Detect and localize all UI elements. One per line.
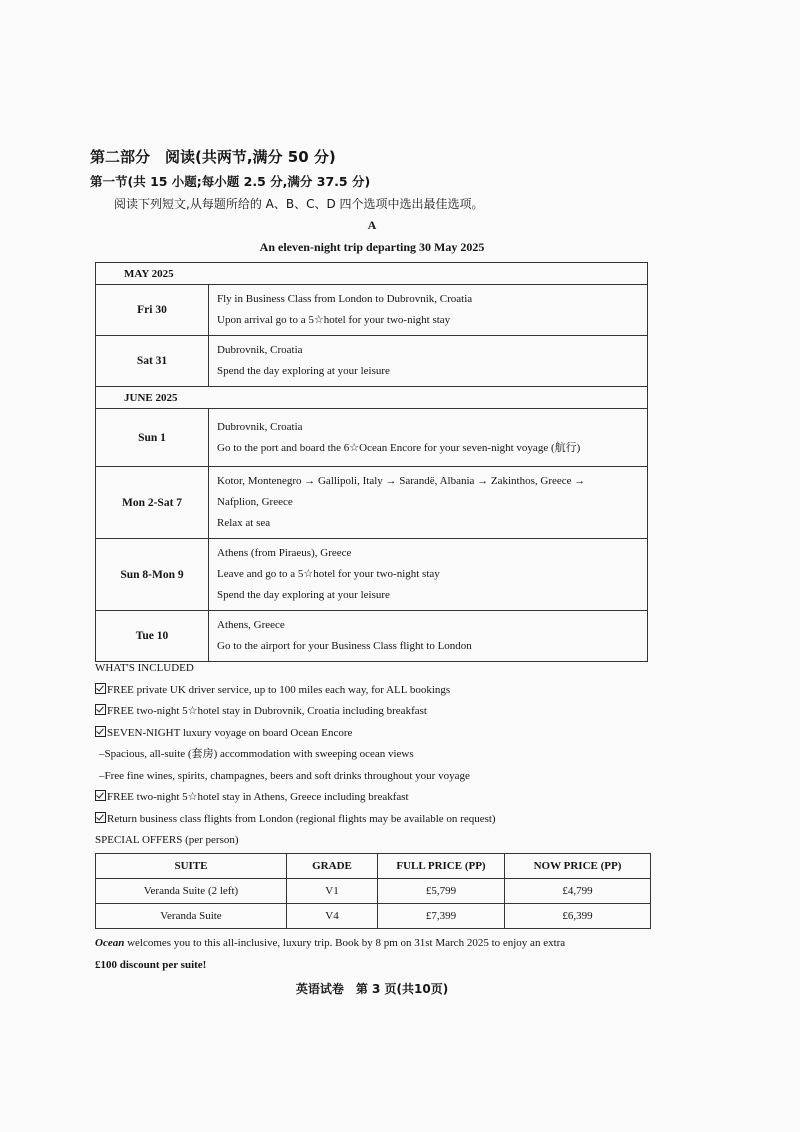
- description-line: Leave and go to a 5☆hotel for your two-night stay: [217, 568, 440, 580]
- included-heading: WHAT'S INCLUDED: [95, 662, 194, 674]
- description-line: Go to the airport for your Business Class flight to London: [217, 640, 472, 652]
- day-description: [209, 336, 648, 387]
- included-text: Return business class flights from London (regional flights may be available on request): [107, 812, 496, 825]
- included-subitem: –Spacious, all-suite (套房) accommodation with sweeping ocean views: [99, 748, 414, 760]
- day-label: Sun 8-Mon 9: [96, 539, 209, 611]
- table-cell: Veranda Suite: [96, 904, 287, 929]
- table-cell: £4,799: [505, 879, 651, 904]
- description-line: Nafplion, Greece: [217, 496, 293, 508]
- checkbox-icon: [95, 790, 106, 801]
- included-text: FREE two-night 5☆hotel stay in Athens, Greece including breakfast: [107, 791, 409, 803]
- description-line: Kotor, Montenegro → Gallipoli, Italy → Sarandë, Albania → Zakinthos, Greece →: [217, 475, 586, 487]
- day-label: Mon 2-Sat 7: [96, 467, 209, 539]
- column-header: NOW PRICE (PP): [505, 854, 651, 879]
- description-line: Spend the day exploring at your leisure: [217, 365, 390, 377]
- table-cell: £6,399: [505, 904, 651, 929]
- day-description: [209, 467, 648, 539]
- included-subitem: –Free fine wines, spirits, champagnes, beers and soft drinks throughout your voyage: [99, 769, 470, 782]
- day-label: Tue 10: [96, 611, 209, 662]
- table-row: [96, 904, 651, 929]
- special-offers-table: [95, 853, 651, 929]
- brand-name: Ocean: [95, 937, 125, 949]
- day-label: Sun 1: [96, 409, 209, 467]
- day-description: [209, 611, 648, 662]
- passage-letter: A: [367, 218, 377, 232]
- section-title: 第一节(共 15 小题;每小题 2.5 分,满分 37.5 分): [90, 174, 371, 189]
- included-text: FREE private UK driver service, up to 100 miles each way, for ALL bookings: [107, 683, 451, 696]
- month-label: MAY 2025: [96, 263, 648, 285]
- checkbox-icon: [95, 726, 106, 737]
- month-label: JUNE 2025: [96, 387, 648, 409]
- page-footer: 英语试卷 第 3 页(共10页): [295, 982, 449, 996]
- included-item: [95, 680, 655, 702]
- table-cell: £5,799: [378, 879, 505, 904]
- day-label: Fri 30: [96, 285, 209, 336]
- trip-title: An eleven-night trip departing 30 May 2025: [259, 240, 485, 254]
- offers-header-row: [96, 854, 651, 879]
- table-cell: £7,399: [378, 904, 505, 929]
- table-cell: V1: [287, 879, 378, 904]
- included-text: FREE two-night 5☆hotel stay in Dubrovnik, Croatia including breakfast: [107, 705, 427, 717]
- itinerary-row: [96, 336, 648, 387]
- itinerary-row: [96, 409, 648, 467]
- month-row: [96, 263, 648, 285]
- itinerary-row: [96, 539, 648, 611]
- day-description: [209, 539, 648, 611]
- included-item: [95, 723, 655, 745]
- description-line: Fly in Business Class from London to Dubrovnik, Croatia: [217, 293, 473, 305]
- closing-paragraph: [95, 932, 655, 976]
- included-item: [95, 809, 655, 831]
- instruction: 阅读下列短文,从每题所给的 A、B、C、D 四个选项中选出最佳选项。: [114, 197, 484, 211]
- day-label: Sat 31: [96, 336, 209, 387]
- included-item: [95, 787, 655, 809]
- description-line: Go to the port and board the 6☆Ocean Encore for your seven-night voyage (航行): [217, 441, 581, 454]
- description-line: Relax at sea: [217, 517, 271, 529]
- itinerary-row: [96, 285, 648, 336]
- checkbox-icon: [95, 704, 106, 715]
- column-header: FULL PRICE (PP): [378, 854, 505, 879]
- description-line: Athens, Greece: [217, 619, 285, 631]
- description-line: Athens (from Piraeus), Greece: [217, 547, 352, 559]
- included-text: SEVEN-NIGHT luxury voyage on board Ocean Encore: [107, 726, 353, 739]
- checkbox-icon: [95, 683, 106, 694]
- whats-included: [95, 658, 655, 852]
- day-description: [209, 285, 648, 336]
- description-line: Spend the day exploring at your leisure: [217, 589, 390, 601]
- part-title: 第二部分 阅读(共两节,满分 50 分): [90, 148, 336, 166]
- closing-text: welcomes you to this all-inclusive, luxury trip. Book by 8 pm on 31st March 2025 to enjoy an extra: [124, 937, 566, 949]
- checkbox-icon: [95, 812, 106, 823]
- included-item: [95, 701, 655, 723]
- day-description: [209, 409, 648, 467]
- column-header: GRADE: [287, 854, 378, 879]
- description-line: Upon arrival go to a 5☆hotel for your two-night stay: [217, 314, 451, 326]
- table-cell: V4: [287, 904, 378, 929]
- description-line: Dubrovnik, Croatia: [217, 344, 303, 356]
- month-row: [96, 387, 648, 409]
- itinerary-row: [96, 467, 648, 539]
- itinerary-row: [96, 611, 648, 662]
- column-header: SUITE: [96, 854, 287, 879]
- description-line: Dubrovnik, Croatia: [217, 420, 303, 433]
- closing-text-2: £100 discount per suite!: [95, 959, 207, 971]
- itinerary-table: [95, 262, 648, 662]
- offers-heading: SPECIAL OFFERS (per person): [95, 834, 239, 846]
- table-cell: Veranda Suite (2 left): [96, 879, 287, 904]
- table-row: [96, 879, 651, 904]
